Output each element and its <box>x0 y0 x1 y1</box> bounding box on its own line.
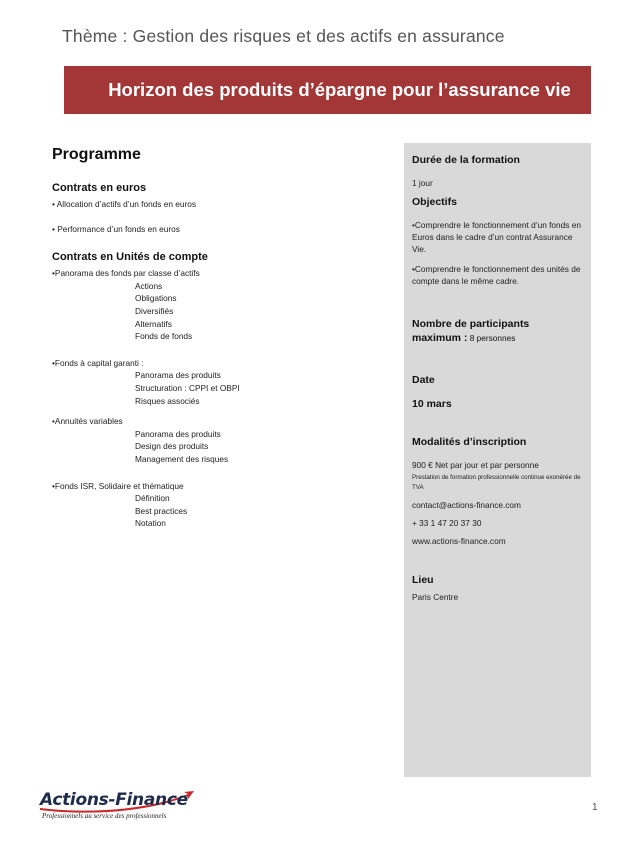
objectif-item: •Comprendre le fonctionnement d’un fonds en Euros dans le cadre d’un contrat Assurance Vie. <box>412 220 581 254</box>
date-title: Date <box>412 374 435 386</box>
section-title-euros: Contrats en euros <box>52 182 147 194</box>
list-item: • Performance d’un fonds en euros <box>52 223 180 234</box>
website-link[interactable]: www.actions-finance.com <box>412 536 506 546</box>
programme-title: Programme <box>52 146 141 163</box>
programme-section <box>52 146 392 530</box>
participants-title <box>412 317 581 345</box>
sub-item: Structuration : CPPI et OBPI <box>135 382 240 393</box>
duree-title: Durée de la formation <box>412 154 520 166</box>
objectif-item: •Comprendre le fonctionnement des unités de compte dans le même cadre. <box>412 264 581 286</box>
lieu-value: Paris Centre <box>412 592 459 602</box>
section-title-uc: Contrats en Unités de compte <box>52 251 208 264</box>
sub-item: Fonds de fonds <box>135 331 193 342</box>
sub-item: Diversifiés <box>135 305 174 316</box>
sub-item: Définition <box>135 493 170 504</box>
logo-tagline: Professionnels au service des professionnels <box>42 812 167 820</box>
list-item: • Allocation d’actifs d’un fonds en euros <box>52 199 197 209</box>
date-value: 10 mars <box>412 398 452 410</box>
participants-value: 8 personnes <box>467 333 516 343</box>
contact-phone: + 33 1 47 20 37 30 <box>412 518 482 528</box>
contact-email[interactable]: contact@actions-finance.com <box>412 500 521 510</box>
actions-finance-logo <box>38 788 198 828</box>
info-sidebar <box>404 143 591 777</box>
sub-item: Management des risques <box>135 453 229 464</box>
objectifs-title: Objectifs <box>412 196 457 208</box>
duree-value: 1 jour <box>412 178 433 188</box>
sub-item: Actions <box>135 280 163 291</box>
tax-note: Prestation de formation professionnelle continue exonérée de TVA <box>412 474 581 491</box>
sub-item: Panorama des produits <box>135 428 221 439</box>
list-item: •Annuités variables <box>52 416 123 427</box>
logo-name: Actions-Finance <box>40 790 188 810</box>
page-number: 1 <box>592 802 598 813</box>
sub-item: Panorama des produits <box>135 370 221 381</box>
title-banner: Horizon des produits d’épargne pour l’assurance vie <box>64 66 591 114</box>
sub-item: Best practices <box>135 505 188 516</box>
sub-item: Risques associés <box>135 395 200 406</box>
sub-item: Alternatifs <box>135 318 172 329</box>
sub-item: Design des produits <box>135 441 209 452</box>
lieu-title: Lieu <box>412 574 434 586</box>
document-theme: Thème : Gestion des risques et des actifs en assurance <box>62 26 505 46</box>
modalites-title: Modalités d’inscription <box>412 436 527 448</box>
sub-item: Notation <box>135 518 166 529</box>
list-item: •Panorama des fonds par classe d’actifs <box>52 268 200 279</box>
list-item: •Fonds à capital garanti : <box>52 357 144 368</box>
sub-item: Obligations <box>135 293 177 304</box>
participants-label: Nombre de participants maximum : <box>412 318 530 344</box>
list-item: •Fonds ISR, Solidaire et thématique <box>52 480 184 491</box>
price: 900 € Net par jour et par personne <box>412 460 539 470</box>
